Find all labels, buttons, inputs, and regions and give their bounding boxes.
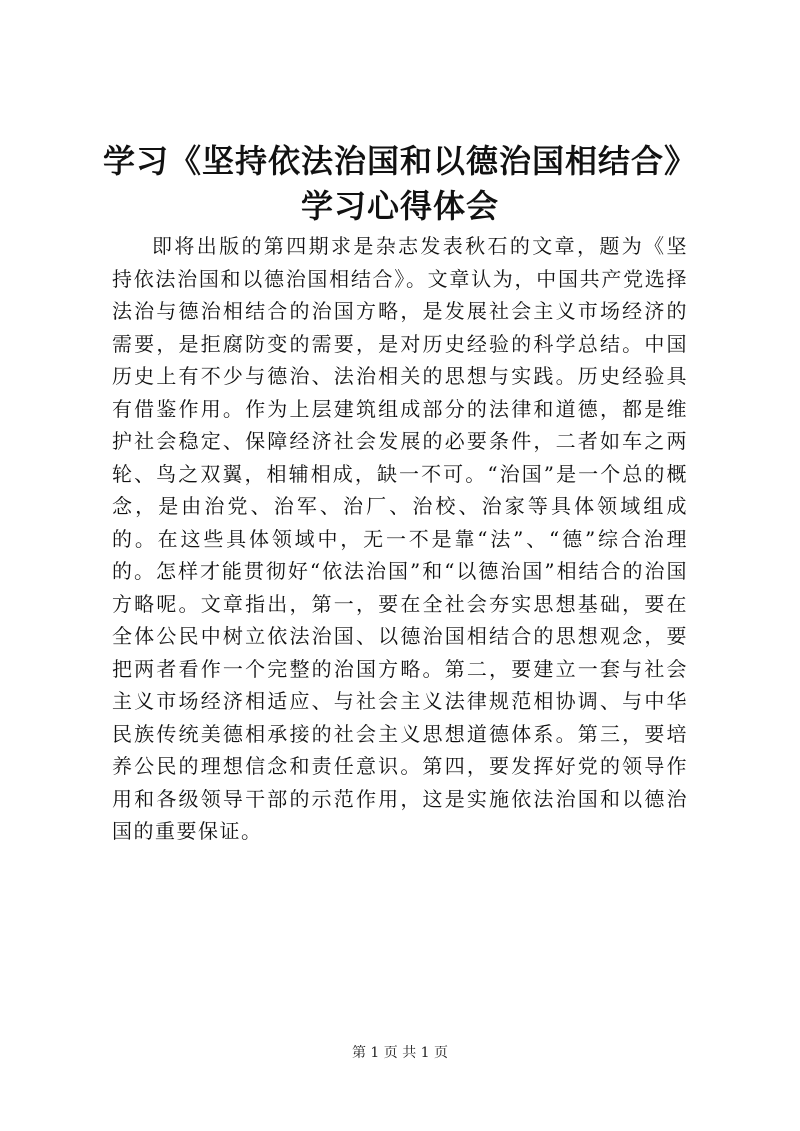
body-paragraph: 即将出版的第四期求是杂志发表秋石的文章，题为《坚持依法治国和以德治国相结合》。文章认为，中国共产党选择法治与德治相结合的治国方略，是发展社会主义市场经济的需要，是拒腐防变的需要，是对历史经验的科学总结。中国历史上有不少与德治、法治相关的思想与实践。历史经验具有借鉴作用。作为上层建筑组成部分的法律和道德，都是维护社会稳定、保障经济社会发展的必要条件，二者如车之两轮、鸟之双翼，相辅相成，缺一不可。“治国”是一个总的概念，是由治党、治军、治厂、治校、治家等具体领域组成的。在这些具体领域中，无一不是靠“法”、“德”综合治理的。怎样才能贯彻好“依法治国”和“以德治国”相结合的治国方略呢。文章指出，第一，要在全社会夯实思想基础，要在全体公民中树立依法治国、以德治国相结合的思想观念，要把两者看作一个完整的治国方略。第二，要建立一套与社会主义市场经济相适应、与社会主义法律规范相协调、与中华民族传统美德相承接的社会主义思想道德体系。第三，要培养公民的理想信念和责任意识。第四，要发挥好党的领导作用和各级领导干部的示范作用，这是实施依法治国和以德治国的重要保证。 <box>112 234 688 843</box>
document-title: 学习《坚持依法治国和以德治国相结合》学习心得体会 <box>102 142 697 225</box>
page-footer: 第 1 页 共 1 页 <box>351 1045 449 1061</box>
